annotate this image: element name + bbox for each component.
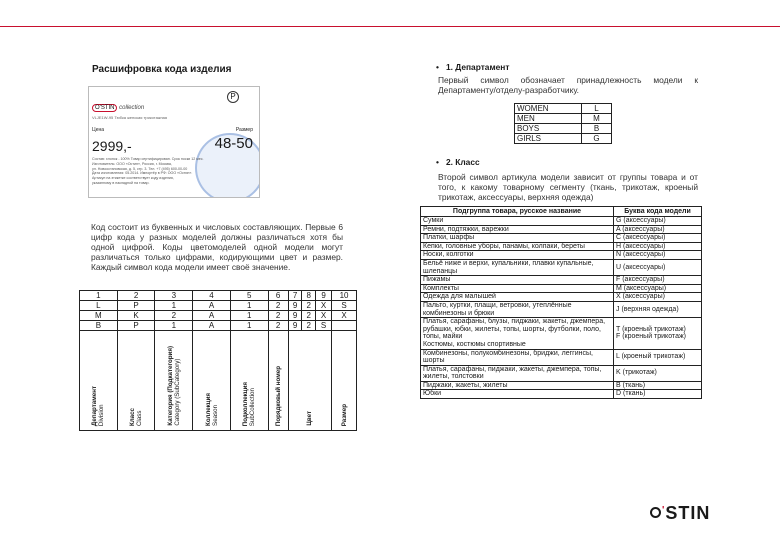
label-en: Division — [98, 404, 106, 426]
dept-code: G — [582, 134, 612, 144]
label-cell — [80, 331, 118, 431]
code-cell: 1 — [230, 301, 268, 311]
class-header-row — [421, 207, 702, 217]
code-cell: B — [80, 321, 118, 331]
code-cell: 4 — [193, 291, 231, 301]
tag-brand-name: O'STIN — [92, 104, 117, 112]
label-cell — [288, 331, 331, 431]
code-cell: 9 — [288, 321, 302, 331]
table-row — [515, 124, 612, 134]
class-code: C (аксессуары) — [614, 234, 702, 243]
dept-name: GIRLS — [515, 134, 582, 144]
table-row — [421, 293, 702, 302]
code-row-nums — [80, 291, 357, 301]
table-row — [421, 276, 702, 285]
class-code: M (аксессуары) — [614, 284, 702, 293]
label-ru: Департамент — [91, 385, 99, 426]
class-header-name: Подгруппа товара, русское название — [421, 207, 614, 217]
label-cell — [155, 331, 193, 431]
dept-code: B — [582, 124, 612, 134]
code-explanation-text: Код состоит из буквенных и числовых составляющих. Первые 6 цифр кода у разных моделей должны различаться хотя бы одной цифрой. Коды цветомоделей одной модели могут различаться только цифрами, кодирующими цвет и размер. Каждый символ кода модели имеет своё значение. — [91, 222, 343, 272]
code-cell: 9 — [288, 311, 302, 321]
code-cell: X — [316, 311, 332, 321]
class-name: Пиджаки, жакеты, жилеты — [421, 381, 614, 390]
label-ru: Цвет — [306, 411, 314, 426]
code-row-1 — [80, 301, 357, 311]
code-cell: A — [193, 301, 231, 311]
label-ru: Размер — [340, 403, 348, 426]
code-cell: 2 — [302, 311, 316, 321]
tag-price-label: Цена — [92, 127, 105, 133]
fine-line: Артикул на этикетке соответствует коду изделия, — [92, 176, 174, 181]
code-cell: 9 — [316, 291, 332, 301]
tag-description: VLJE1W-95 Тюбка женская трикотажная — [92, 115, 168, 120]
code-row-2 — [80, 311, 357, 321]
dept-name: WOMEN — [515, 104, 582, 114]
class-code: G (аксессуары) — [614, 217, 702, 226]
section2-text: Второй символ артикула модели зависит от группы товара и от того, к какому товарному сегменту (ткань, трикотаж, кроеный трикотаж, аксессуары, верхняя одежда) — [438, 172, 698, 202]
label-ru: Категория (Подкатегория) — [166, 346, 174, 426]
class-name: Носки, колготки — [421, 251, 614, 260]
code-cell: 1 — [155, 321, 193, 331]
table-row — [515, 114, 612, 124]
class-code: N (аксессуары) — [614, 251, 702, 260]
code-cell: 10 — [332, 291, 357, 301]
code-cell: X — [316, 301, 332, 311]
code-cell: 1 — [230, 311, 268, 321]
section1-text: Первый символ обозначает принадлежность модели к Департаменту/отделу-разработчику. — [438, 75, 698, 95]
table-row — [421, 217, 702, 226]
table-row — [421, 381, 702, 390]
code-cell: A — [193, 311, 231, 321]
label-cell — [268, 331, 288, 431]
label-ru: Порядковый номер — [274, 365, 282, 426]
code-cell: 2 — [268, 321, 288, 331]
label-en: Category (SubCategory) — [173, 358, 181, 426]
table-row — [421, 259, 702, 275]
tag-size: 48-50 — [214, 135, 253, 152]
class-table — [420, 206, 702, 399]
code-cell: S — [316, 321, 332, 331]
code-cell: L — [80, 301, 118, 311]
code-cell: 1 — [155, 301, 193, 311]
class-name: Юбки — [421, 390, 614, 399]
class-code: T (кроеный трикотаж) F (кроеный трикотаж) — [614, 318, 702, 349]
class-header-code: Буква кода модели — [614, 207, 702, 217]
class-name: Бельё ниже и верхи, купальники, плавки купальные, шлепанцы — [421, 259, 614, 275]
code-cell: P — [117, 321, 155, 331]
left-title: Расшифровка кода изделия — [92, 64, 232, 75]
table-row — [515, 104, 612, 114]
code-cell: S — [332, 301, 357, 311]
logo-o-ring — [650, 507, 661, 518]
class-name: Пижамы — [421, 276, 614, 285]
class-code: H (аксессуары) — [614, 242, 702, 251]
table-row — [421, 390, 702, 399]
class-name: Платья, сарафаны, пиджаки, жакеты, джемпера, топы, жилеты, толстовки — [421, 365, 614, 381]
code-cell: M — [80, 311, 118, 321]
class-code: U (аксессуары) — [614, 259, 702, 275]
dept-code: L — [582, 104, 612, 114]
class-name: Ремни, подтяжки, варежки — [421, 225, 614, 234]
code-cell: 5 — [230, 291, 268, 301]
price-tag-image — [88, 86, 260, 198]
code-cell: 2 — [268, 301, 288, 311]
table-row — [421, 225, 702, 234]
table-row — [421, 349, 702, 365]
label-en: Class — [136, 410, 144, 426]
label-ru: Подколлекция — [242, 381, 250, 426]
fine-line: ул. Новоостаповская, д. 5, стр. 3. Тел. +7 (495) 600-00-00 — [92, 166, 188, 171]
code-cell: 1 — [80, 291, 118, 301]
logo-apostrophe: ' — [662, 505, 666, 516]
code-cell: 2 — [117, 291, 155, 301]
code-cell: 6 — [268, 291, 288, 301]
logo-text: STIN — [665, 503, 711, 523]
dept-name: MEN — [515, 114, 582, 124]
label-en: Season — [211, 405, 219, 426]
class-name: Комбинезоны, полукомбинезоны, бриджи, леггинсы, шорты — [421, 349, 614, 365]
table-row — [515, 134, 612, 144]
code-row-labels — [80, 331, 357, 431]
code-cell — [332, 321, 357, 331]
class-code: J (верхняя одежда) — [614, 301, 702, 317]
class-name: Комплекты — [421, 284, 614, 293]
table-row — [421, 284, 702, 293]
label-cell — [193, 331, 231, 431]
code-cell: K — [117, 311, 155, 321]
fine-line: указанному в накладной на товар. — [92, 180, 150, 185]
code-cell: 1 — [230, 321, 268, 331]
tag-brand-suffix: collection — [119, 105, 145, 111]
code-cell: 2 — [268, 311, 288, 321]
tag-fine-print — [92, 157, 204, 186]
class-name: Пальто, куртки, плащи, ветровки, утеплённые комбинезоны и брюки — [421, 301, 614, 317]
code-row-3 — [80, 321, 357, 331]
tag-brand — [92, 104, 144, 112]
code-cell: A — [193, 321, 231, 331]
top-divider-line — [0, 26, 780, 27]
label-ru: Коллекция — [204, 393, 212, 426]
class-name: Кепки, головные уборы, панамы, колпаки, береты — [421, 242, 614, 251]
code-cell: 2 — [302, 301, 316, 311]
label-cell — [230, 331, 268, 431]
code-cell: 9 — [288, 301, 302, 311]
code-breakdown-table — [79, 290, 357, 431]
table-row — [421, 242, 702, 251]
class-code: F (аксессуары) — [614, 276, 702, 285]
class-code: A (аксессуары) — [614, 225, 702, 234]
class-name: Платья, сарафаны, блузы, пиджаки, жакеты, джемпера, рубашки, юбки, жилеты, топы, шорты, футболки, поло, топы, майки Костюмы, костюмы спортивные — [421, 318, 614, 349]
label-ru: Класс — [129, 407, 137, 426]
code-cell: P — [117, 301, 155, 311]
code-cell: 7 — [288, 291, 302, 301]
code-cell: X — [332, 311, 357, 321]
class-code: D (ткань) — [614, 390, 702, 399]
table-row — [421, 301, 702, 317]
class-code: X (аксессуары) — [614, 293, 702, 302]
label-cell — [332, 331, 357, 431]
ostin-logo — [650, 503, 710, 524]
label-cell — [117, 331, 155, 431]
department-table — [514, 103, 612, 144]
tag-price: 2999,- — [92, 138, 132, 154]
code-cell: 2 — [302, 321, 316, 331]
table-row — [421, 234, 702, 243]
code-cell: 3 — [155, 291, 193, 301]
label-en: SubCollection — [249, 387, 257, 426]
class-name: Сумки — [421, 217, 614, 226]
table-row — [421, 251, 702, 260]
fine-line: Изготовитель: ООО «Остин», Россия, г. Москва, — [92, 161, 172, 166]
table-row — [421, 365, 702, 381]
code-cell: 2 — [155, 311, 193, 321]
code-cell: 8 — [302, 291, 316, 301]
class-code: B (ткань) — [614, 381, 702, 390]
section2-title: • 2. Класс — [436, 157, 480, 167]
class-code: L (кроеный трикотаж) — [614, 349, 702, 365]
table-row — [421, 318, 702, 349]
dept-code: M — [582, 114, 612, 124]
section1-title: • 1. Департамент — [436, 62, 509, 72]
fine-line: Состав: хлопок - 100% Товар сертифицирован. Срок носки 12 мес. — [92, 157, 204, 161]
class-code: K (трикотаж) — [614, 365, 702, 381]
class-name: Платки, шарфы — [421, 234, 614, 243]
dept-name: BOYS — [515, 124, 582, 134]
p-circle-icon: P — [227, 91, 239, 103]
class-name: Одежда для малышей — [421, 293, 614, 302]
fine-line: Дата изготовления: 05.2014. Импортёр в РФ: ООО «Остин». — [92, 171, 193, 176]
tag-size-label: Размер — [235, 127, 253, 133]
